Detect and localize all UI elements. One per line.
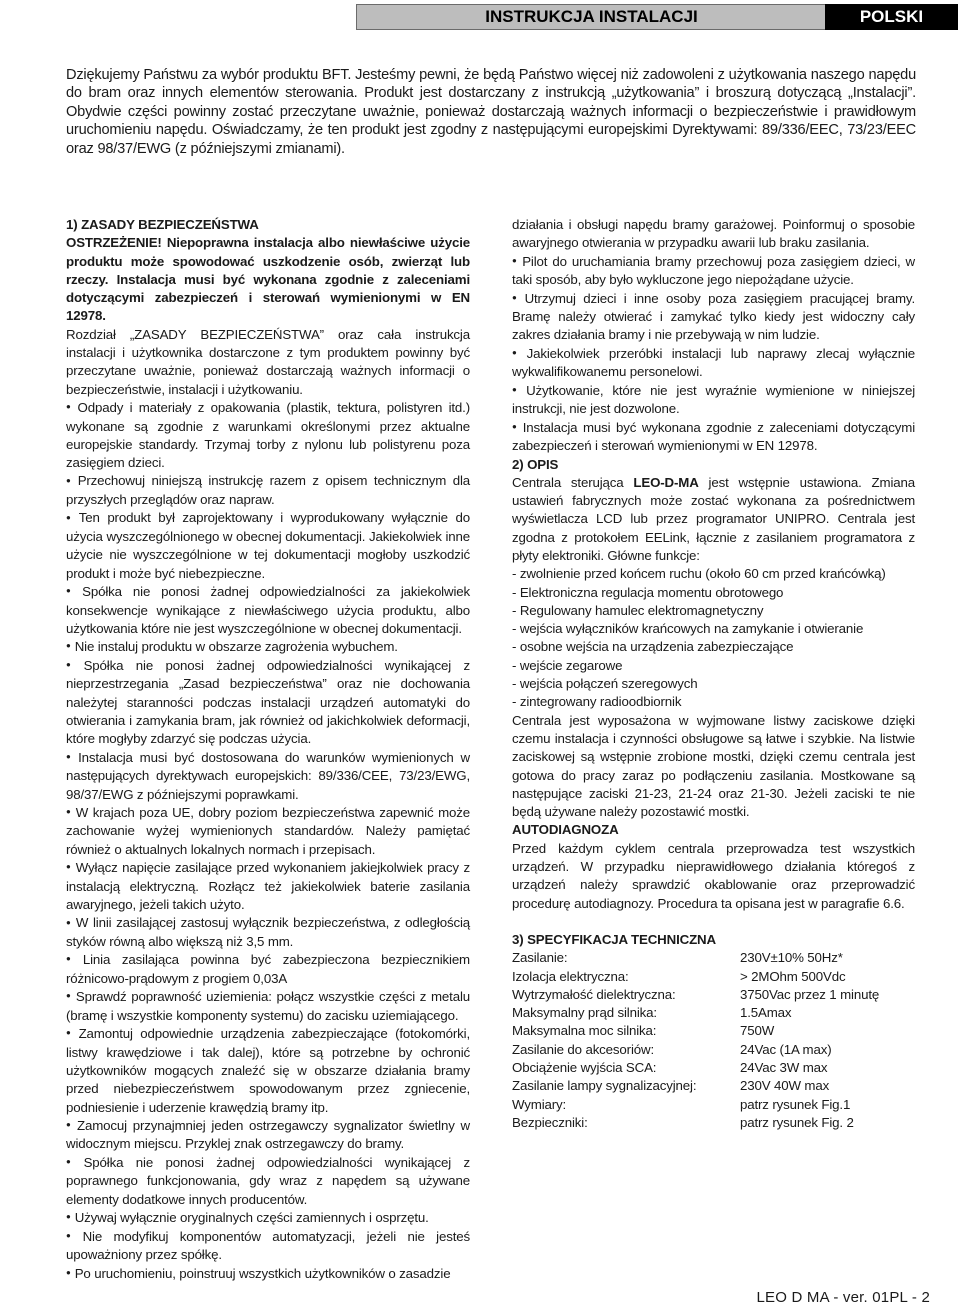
spec-key: Izolacja elektryczna: — [512, 968, 629, 984]
spec-value: 230V 40W max — [740, 1078, 830, 1094]
function-item: - zwolnienie przed końcem ruchu (około 60 cm przed krańcówką) — [512, 566, 886, 582]
spec-value: > 2MOhm 500Vdc — [740, 968, 846, 984]
model-name: LEO-D-MA — [633, 474, 699, 490]
spec-value: 24Vac 3W max — [740, 1060, 828, 1075]
spec-row — [512, 1022, 915, 1040]
safety-bullet: ● Przechowuj niniejszą instrukcję razem z opisem technicznym dla przyszłych przeglądów oraz napraw. — [66, 472, 470, 509]
safety-bullet: ● Spółka nie ponosi żadnej odpowiedzialności za jakiekolwiek konsekwencje wynikające z niewłaściwego użycia produktu, albo użytkowania które nie jest wyszczególnione w obecnej dokumentacji. — [66, 583, 470, 638]
safety-bullet: ● Spółka nie ponosi żadnej odpowiedzialności wynikającej z nieprzestrzegania „Zasad bezpieczeństwa” oraz nie dochowania należytej staranności podczas instalacji urządzeń automatyki do otwierania i zamykania bram, jak również od jakichkolwiek deformacji, które mogłyby zdarzyć się podczas użycia. — [66, 657, 470, 749]
safety-bullet: ● Sprawdź poprawność uziemienia: połącz wszystkie części z metalu (bramę i wszystkie komponenty systemu) do zacisku uziemiającego. — [66, 988, 470, 1025]
left-column — [66, 216, 470, 1283]
spec-table — [512, 949, 915, 1132]
safety-intro: Rozdział „ZASADY BEZPIECZEŃSTWA” oraz cała instrukcja instalacji i użytkownika dostarczone z tym produktem powinny być przeczytane uważnie, ponieważ dostarczają ważnych informacji o bezpieczeństwie, instalacji i użytkowaniu. — [66, 326, 470, 397]
safety-bullet: ● W krajach poza UE, dobry poziom bezpieczeństwa zapewnić może zachowanie wyżej wymienionych standardów. Należy pamiętać również o aktualnych lokalnych normach i przepisach. — [66, 804, 470, 859]
safety-bullet: ● Użytkowanie, które nie jest wyraźnie wymienione w niniejszej instrukcji, nie jest dozwolone. — [512, 382, 915, 419]
safety-bullet: ● Jakiekolwiek przeróbki instalacji lub naprawy zlecaj wyłącznie wykwalifikowanemu personelowi. — [512, 345, 915, 382]
safety-heading: 1) ZASADY BEZPIECZEŃSTWA — [66, 217, 259, 232]
page-header — [356, 4, 958, 32]
spec-row — [512, 1041, 915, 1059]
safety-bullet: ● Spółka nie ponosi żadnej odpowiedzialności wynikającej z poprawnego funkcjonowania, gdy wraz z napędem są używane elementy dodatkowe innych producentów. — [66, 1154, 470, 1209]
safety-bullet: ● Instalacja musi być wykonana zgodnie z zaleceniami dotyczącymi zabezpieczeń i sterowań wymienionymi w EN 12978. — [512, 419, 915, 456]
safety-continuation: działania i obsługi napędu bramy garażowej. Poinformuj o sposobie awaryjnego otwierania w przypadku awarii lub braku zasilania. — [512, 217, 915, 251]
spec-key: Wytrzymałość dielektryczna: — [512, 986, 676, 1002]
language-label: POLSKI — [825, 4, 958, 30]
safety-bullet: ● Zamontuj odpowiednie urządzenia zabezpieczające (fotokomórki, listwy krawędziowe i tak dalej), które są potrzebne by ochronić użytkowników mogących znaleźć się w obszarze działania bramy przed niebezpieczeństwem spowodowanym przez zgniecenie, podniesienie i uderzenie krawędzią bramy itp. — [66, 1025, 470, 1117]
terminal-paragraph: Centrala jest wyposażona w wyjmowane listwy zaciskowe dzięki czemu instalacja i czynności obsługowe są łatwe i szybkie. Na listwie zaciskowej są wstępnie zrobione mostki, dzięki czemu centrala jest gotowa do pracy zaraz po podłączeniu zasilania. Mostkowane są następujące zaciski 21-23, 21-24 oraz 21-30. Jeżeli zaciski te nie będą używane należy pozostawić mostki. — [512, 712, 915, 820]
safety-bullet: ● Nie instaluj produktu w obszarze zagrożenia wybuchem. — [66, 638, 470, 657]
description-text: jest wstępnie ustawiona. Zmiana ustawień fabrycznych może zostać wykonana za pośrednictwem wyświetlacza LCD lub przez programator UNIPRO. Centrala jest zgodna z protokołem EELink, łącznie z zasilaniem programatora z płyty elektroniki. Główne funkcje: — [512, 474, 915, 563]
spec-key: Bezpieczniki: — [512, 1114, 588, 1130]
spec-row — [512, 1114, 915, 1132]
spec-value: 3750Vac przez 1 minutę — [740, 986, 880, 1002]
safety-warning: OSTRZEŻENIE! Niepoprawna instalacja albo niewłaściwe użycie produktu może spowodować uszkodzenie osób, zwierząt lub rzeczy. Instalacja musi być wykonana zgodnie z zaleceniami dotyczącymi zabezpieczeń i sterowań wymienionymi w EN 12978. — [66, 235, 470, 324]
safety-bullet: ● Po uruchomieniu, poinstruuj wszystkich użytkowników o zasadzie — [66, 1265, 470, 1284]
spec-value: 1.5Amax — [740, 1005, 792, 1021]
intro-paragraph: Dziękujemy Państwu za wybór produktu BFT. Jesteśmy pewni, że będą Państwo więcej niż zadowoleni z użytkowania naszego napędu do bram oraz innych elementów sterowania. Produkt jest dostarczany z instrukcją „użytkowania” i broszurą dotyczącą „Instalacji”. Obydwie części powinny zostać przeczytane uważnie, ponieważ dostarczają ważnych informacji o bezpieczeństwie i prawidłowym uruchomieniu napędu. Oświadczamy, że ten produkt jest zgodny z następującymi europejskimi Dyrektywami: 89/336/EEC, 73/23/EEC oraz 98/37/EWG (z późniejszymi zmianami). — [66, 67, 916, 157]
right-column — [512, 216, 915, 1132]
function-item: - wejścia wyłączników krańcowych na zamykanie i otwieranie — [512, 621, 864, 637]
safety-bullet: ● Instalacja musi być dostosowana do warunków wymienionych w następujących dyrektywach europejskich: 89/336/CEE, 73/23/EWG, 98/37/EWG z późniejszymi poprawkami. — [66, 749, 470, 804]
spec-key: Maksymalna moc silnika: — [512, 1023, 657, 1039]
page-footer: LEO D MA - ver. 01PL - 2 — [756, 1289, 930, 1306]
spec-value: patrz rysunek Fig.1 — [740, 1096, 851, 1112]
spec-heading: 3) SPECYFIKACJA TECHNICZNA — [512, 931, 716, 947]
spec-row — [512, 968, 915, 986]
autodiag-heading: AUTODIAGNOZA — [512, 822, 619, 838]
function-item: - osobne wejścia na urządzenia zabezpieczające — [512, 639, 794, 655]
safety-bullet: ● Odpady i materiały z opakowania (plastik, tektura, polistyren itd.) wykonane są zgodnie z warunkami określonymi przez aktualne europejskie standardy. Trzymaj torby z nylonu lub polistyrenu poza zasięgiem dzieci. — [66, 399, 470, 473]
description-paragraph — [512, 474, 915, 565]
spec-row — [512, 949, 915, 967]
safety-bullet: ● W linii zasilającej zastosuj wyłącznik bezpieczeństwa, z odległością styków równą albo większą niż 3,5 mm. — [66, 914, 470, 951]
safety-bullet: ● Wyłącz napięcie zasilające przed wykonaniem jakiejkolwiek pracy z instalacją elektryczną. Rozłącz też jakiekolwiek baterie zasilania awaryjnego, jeżeli takich użyto. — [66, 859, 470, 914]
spec-row — [512, 1077, 915, 1095]
safety-bullet: ● Utrzymuj dzieci i inne osoby poza zasięgiem pracującej bramy. Bramę należy otwierać i zamykać tylko kiedy jest widoczny cały zakres działania bramy i nie przebywają w nim ludzie. — [512, 290, 915, 345]
function-item: - wejścia połączeń szeregowych — [512, 676, 698, 692]
safety-bullet: ● Używaj wyłącznie oryginalnych części zamiennych i osprzętu. — [66, 1209, 470, 1228]
spec-key: Maksymalny prąd silnika: — [512, 1005, 657, 1021]
description-text: Centrala sterująca — [512, 474, 634, 490]
document-title: INSTRUKCJA INSTALACJI — [356, 4, 826, 30]
spec-key: Zasilanie do akcesoriów: — [512, 1041, 654, 1057]
spec-key: Zasilanie: — [512, 950, 568, 966]
spec-key: Obciążenie wyjścia SCA: — [512, 1060, 657, 1075]
spec-value: patrz rysunek Fig. 2 — [740, 1114, 854, 1130]
safety-bullet: ● Ten produkt był zaprojektowany i wyprodukowany wyłącznie do użycia wyszczególnionego w obecnej dokumentacji. Jakiekolwiek inne użycie nie wyszczególnione w tej dokumentacji mogłoby uszkodzić produkt i może być niebezpieczne. — [66, 509, 470, 583]
spec-value: 230V±10% 50Hz* — [740, 950, 843, 966]
description-heading: 2) OPIS — [512, 456, 559, 472]
spec-row — [512, 1059, 915, 1077]
spec-row — [512, 1096, 915, 1114]
safety-bullet: ● Linia zasilająca powinna być zabezpieczona bezpiecznikiem różnicowo-prądowym z progiem 0,03A — [66, 951, 470, 988]
safety-bullet: ● Pilot do uruchamiania bramy przechowuj poza zasięgiem dzieci, w taki sposób, aby było wykluczone jego niepożądane użycie. — [512, 253, 915, 290]
function-item: - wejście zegarowe — [512, 657, 623, 673]
autodiag-paragraph: Przed każdym cyklem centrala przeprowadza test wszystkich urządzeń. W przypadku nieprawidłowego działania któregoś z urządzeń należy sprawdzić okablowanie oraz przeprowadzić procedurę autodiagnozy. Procedura ta opisana jest w paragrafie 6.6. — [512, 840, 915, 911]
spec-key: Zasilanie lampy sygnalizacyjnej: — [512, 1078, 697, 1094]
spec-key: Wymiary: — [512, 1096, 567, 1112]
safety-bullet: ● Nie modyfikuj komponentów automatyzacji, jeżeli nie jesteś upoważniony przez spółkę. — [66, 1228, 470, 1265]
safety-bullet: ● Zamocuj przynajmniej jeden ostrzegawczy sygnalizator świetlny w widocznym miejscu. Przyklej znak ostrzegawczy do bramy. — [66, 1117, 470, 1154]
spec-row — [512, 1004, 915, 1022]
function-item: - Regulowany hamulec elektromagnetyczny — [512, 602, 764, 618]
spec-value: 24Vac (1A max) — [740, 1041, 832, 1057]
function-item: - Elektroniczna regulacja momentu obrotowego — [512, 584, 784, 600]
function-item: - zintegrowany radioodbiornik — [512, 694, 682, 710]
spec-row — [512, 986, 915, 1004]
spec-value: 750W — [740, 1023, 775, 1039]
